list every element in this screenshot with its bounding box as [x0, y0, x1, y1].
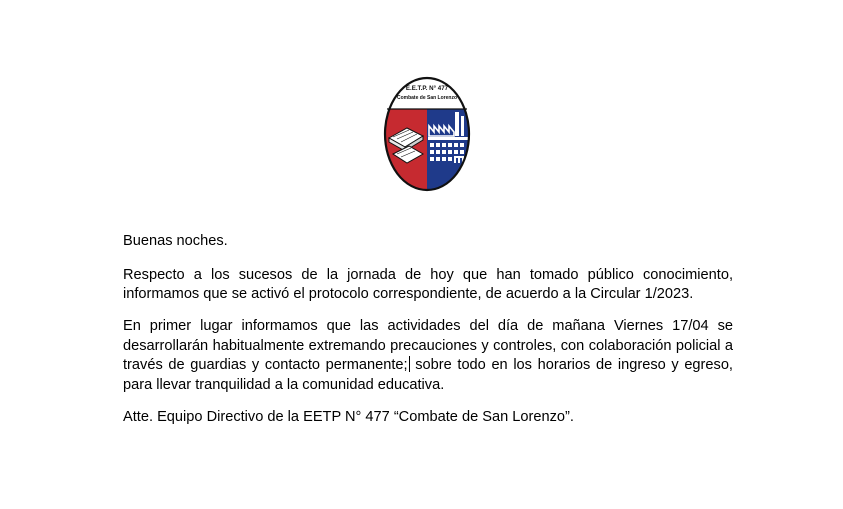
greeting: Buenas noches.: [123, 233, 228, 249]
letter-body: [123, 232, 733, 440]
paragraph-protocol: Respecto a los sucesos de la jornada de hoy que han tomado público conocimiento, informamos que se activó el protocolo correspondiente, de acuerdo a la Circular 1/2023.: [123, 266, 733, 302]
school-logo: [383, 76, 471, 192]
paragraph-activities: [123, 317, 733, 395]
logo-school-name: E.E.T.P. N° 477: [405, 85, 449, 92]
paragraph-activities-part2: sobre todo en los horarios de ingreso y egreso, para llevar tranquilidad a la comunidad educativa.: [123, 357, 733, 393]
paragraph-activities-part1: En primer lugar informamos que las actividades del día de mañana Viernes 17/04 se desarrollarán habitualmente extremando precauciones y controles, con colaboración policial a través de guardias y contacto permanente;: [123, 318, 733, 373]
logo-school-subtitle: Combate de San Lorenzo: [396, 95, 458, 101]
signature: Atte. Equipo Directivo de la EETP N° 477 “Combate de San Lorenzo”.: [123, 408, 574, 425]
